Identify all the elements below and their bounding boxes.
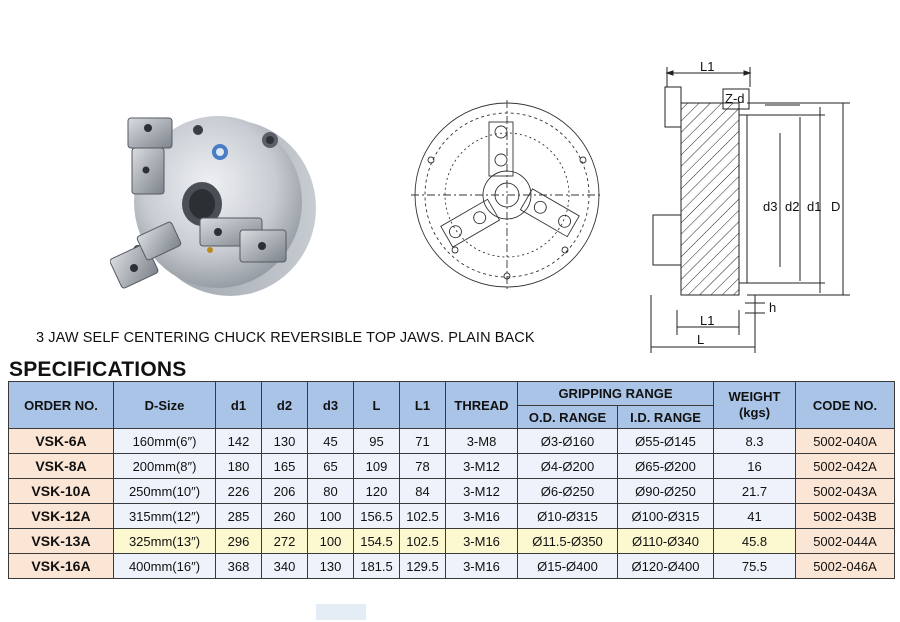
specifications-table: [8, 381, 895, 579]
cell-id-range: Ø65-Ø200: [618, 454, 714, 479]
cell-d2: 340: [262, 554, 308, 579]
cell-weight: 16: [714, 454, 796, 479]
header-L: L: [354, 382, 400, 429]
cell-weight: 8.3: [714, 429, 796, 454]
cell-code-no: 5002-043B: [796, 504, 895, 529]
product-caption: 3 JAW SELF CENTERING CHUCK REVERSIBLE TOP JAWS. PLAIN BACK: [36, 330, 535, 346]
dim-L1-top: L1: [700, 59, 715, 74]
header-od-range: O.D. RANGE: [518, 406, 618, 429]
table-row: [9, 454, 895, 479]
header-d3: d3: [308, 382, 354, 429]
cell-d3: 130: [308, 554, 354, 579]
cell-L1: 71: [400, 429, 446, 454]
dim-L1-bottom: L1: [700, 313, 715, 328]
cell-L1: 102.5: [400, 529, 446, 554]
table-row: [9, 429, 895, 454]
cell-L: 109: [354, 454, 400, 479]
cell-weight: 45.8: [714, 529, 796, 554]
cell-L1: 84: [400, 479, 446, 504]
cell-d2: 272: [262, 529, 308, 554]
cell-d-size: 250mm(10″): [114, 479, 216, 504]
cell-order-no: VSK-6A: [9, 429, 114, 454]
cell-thread: 3-M16: [446, 529, 518, 554]
cell-L1: 78: [400, 454, 446, 479]
cell-L: 95: [354, 429, 400, 454]
cell-order-no: VSK-13A: [9, 529, 114, 554]
cell-L: 156.5: [354, 504, 400, 529]
cell-id-range: Ø120-Ø400: [618, 554, 714, 579]
cell-order-no: VSK-8A: [9, 454, 114, 479]
cell-weight: 41: [714, 504, 796, 529]
cell-id-range: Ø90-Ø250: [618, 479, 714, 504]
cell-L1: 102.5: [400, 504, 446, 529]
cell-id-range: Ø100-Ø315: [618, 504, 714, 529]
scroll-tab: [316, 604, 366, 620]
cell-d1: 285: [216, 504, 262, 529]
cell-d1: 368: [216, 554, 262, 579]
cell-order-no: VSK-10A: [9, 479, 114, 504]
cell-order-no: VSK-16A: [9, 554, 114, 579]
cell-code-no: 5002-046A: [796, 554, 895, 579]
front-view-drawing: [405, 100, 610, 290]
dim-L: L: [697, 332, 705, 347]
cell-d3: 65: [308, 454, 354, 479]
cell-d2: 206: [262, 479, 308, 504]
cell-order-no: VSK-12A: [9, 504, 114, 529]
cell-L: 181.5: [354, 554, 400, 579]
dim-h: h: [769, 300, 777, 315]
cell-L: 120: [354, 479, 400, 504]
cell-d3: 100: [308, 504, 354, 529]
cell-weight: 21.7: [714, 479, 796, 504]
cell-d3: 45: [308, 429, 354, 454]
cell-thread: 3-M16: [446, 504, 518, 529]
dim-d2: d2: [785, 199, 800, 214]
cell-thread: 3-M16: [446, 554, 518, 579]
cell-thread: 3-M8: [446, 429, 518, 454]
cell-code-no: 5002-044A: [796, 529, 895, 554]
header-L1: L1: [400, 382, 446, 429]
cell-d3: 80: [308, 479, 354, 504]
header-weight-unit: (kgs): [738, 405, 771, 420]
cell-thread: 3-M12: [446, 454, 518, 479]
cell-code-no: 5002-040A: [796, 429, 895, 454]
header-weight-label: WEIGHT: [728, 389, 781, 404]
cell-weight: 75.5: [714, 554, 796, 579]
dim-d3: d3: [763, 199, 778, 214]
chuck-photo: [110, 100, 320, 305]
cell-d-size: 200mm(8″): [114, 454, 216, 479]
cell-d-size: 325mm(13″): [114, 529, 216, 554]
header-order-no: ORDER NO.: [9, 382, 114, 429]
cell-d-size: 160mm(6″): [114, 429, 216, 454]
specifications-title: SPECIFICATIONS: [9, 358, 187, 381]
cell-od-range: Ø15-Ø400: [518, 554, 618, 579]
table-row: [9, 479, 895, 504]
table-row: [9, 504, 895, 529]
header-d2: d2: [262, 382, 308, 429]
cell-od-range: Ø10-Ø315: [518, 504, 618, 529]
header-d-size: D-Size: [114, 382, 216, 429]
dim-D: D: [831, 199, 841, 214]
cell-d2: 260: [262, 504, 308, 529]
header-gripping-range: GRIPPING RANGE: [518, 382, 714, 406]
cell-d3: 100: [308, 529, 354, 554]
cell-id-range: Ø55-Ø145: [618, 429, 714, 454]
table-row: [9, 554, 895, 579]
cell-od-range: Ø4-Ø200: [518, 454, 618, 479]
cell-code-no: 5002-043A: [796, 479, 895, 504]
header-d1: d1: [216, 382, 262, 429]
cell-code-no: 5002-042A: [796, 454, 895, 479]
cell-d2: 130: [262, 429, 308, 454]
cell-d-size: 400mm(16″): [114, 554, 216, 579]
cell-d1: 180: [216, 454, 262, 479]
cell-L1: 129.5: [400, 554, 446, 579]
cell-id-range: Ø110-Ø340: [618, 529, 714, 554]
header-code-no: CODE NO.: [796, 382, 895, 429]
dim-Zd: Z-d: [725, 91, 745, 106]
cell-d1: 296: [216, 529, 262, 554]
cell-L: 154.5: [354, 529, 400, 554]
table-row: [9, 529, 895, 554]
header-id-range: I.D. RANGE: [618, 406, 714, 429]
section-view-drawing: [645, 55, 870, 355]
cell-thread: 3-M12: [446, 479, 518, 504]
cell-od-range: Ø11.5-Ø350: [518, 529, 618, 554]
cell-od-range: Ø3-Ø160: [518, 429, 618, 454]
cell-d2: 165: [262, 454, 308, 479]
dim-d1: d1: [807, 199, 822, 214]
cell-od-range: Ø6-Ø250: [518, 479, 618, 504]
cell-d1: 142: [216, 429, 262, 454]
header-weight: [714, 382, 796, 429]
cell-d-size: 315mm(12″): [114, 504, 216, 529]
cell-d1: 226: [216, 479, 262, 504]
header-thread: THREAD: [446, 382, 518, 429]
